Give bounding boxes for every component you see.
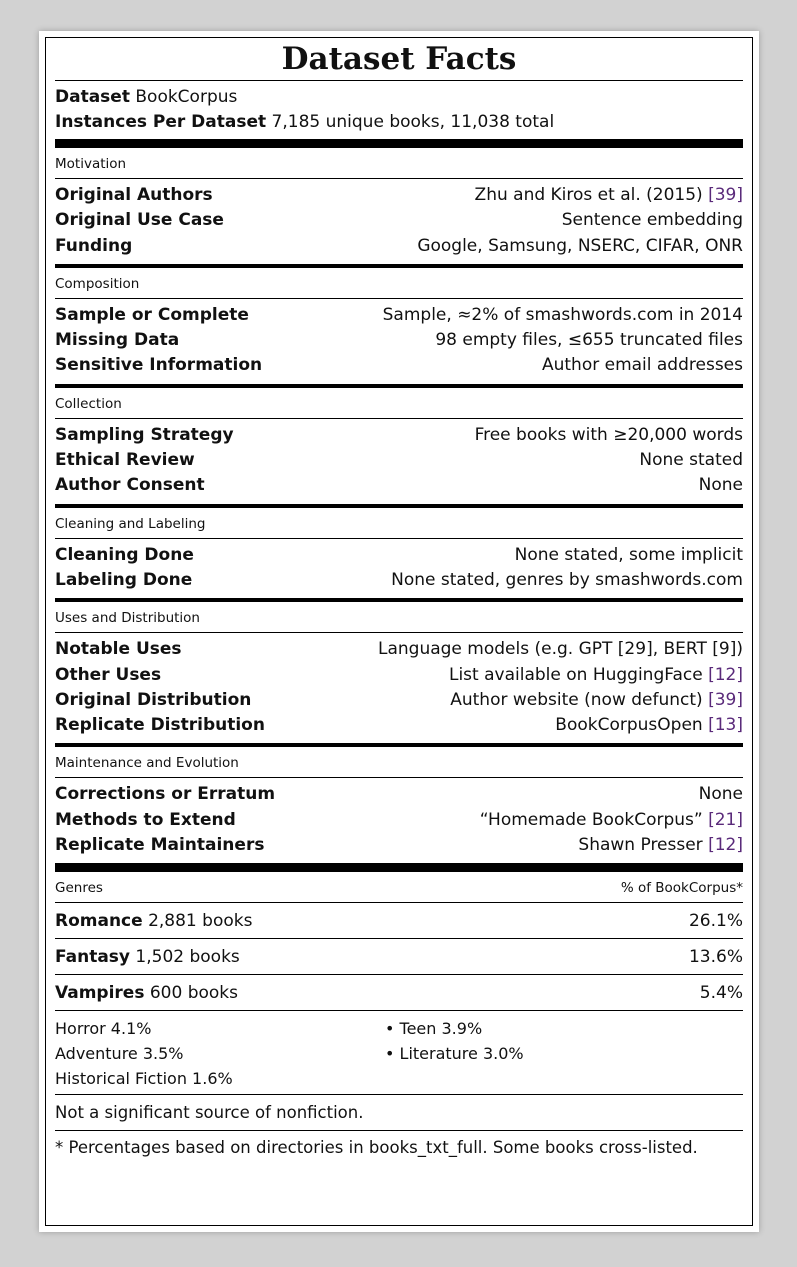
section-rows — [55, 419, 743, 504]
genre-name: Fantasy — [55, 947, 130, 968]
genres-header — [55, 872, 743, 902]
fact-value-wrap — [639, 448, 743, 473]
fact-value: None stated — [639, 450, 743, 471]
fact-value: Sentence embedding — [561, 210, 743, 231]
major-genres — [55, 902, 743, 1011]
fact-value-wrap — [699, 473, 743, 498]
citation-ref: [39] — [708, 185, 743, 205]
minor-genre-item: • Teen 3.9% — [385, 1019, 483, 1039]
fact-value-wrap — [450, 688, 743, 713]
fact-row — [55, 328, 743, 353]
fact-row — [55, 568, 743, 593]
fact-value-wrap — [435, 328, 743, 353]
genre-row — [55, 975, 743, 1011]
section-title: Maintenance and Evolution — [55, 755, 239, 772]
fact-row — [55, 234, 743, 259]
fact-row — [55, 713, 743, 738]
fact-row — [55, 353, 743, 378]
fact-value: List available on HuggingFace — [448, 664, 709, 685]
instances-line — [55, 110, 743, 135]
fact-key: Sensitive Information — [55, 355, 263, 376]
genres-section — [55, 872, 743, 1165]
fact-value-wrap — [391, 568, 743, 593]
fact-value: BookCorpusOpen — [555, 715, 709, 736]
fact-key: Author Consent — [55, 475, 205, 496]
section-rows — [55, 778, 743, 863]
dataset-facts-card — [39, 31, 759, 1232]
section-rows — [55, 539, 743, 599]
dataset-label: Dataset — [55, 87, 130, 107]
fact-key: Corrections or Erratum — [55, 784, 276, 805]
fact-key: Notable Uses — [55, 639, 182, 660]
fact-value-wrap — [562, 208, 743, 233]
section-rows — [55, 633, 743, 743]
sections-container — [55, 148, 743, 863]
genre-name: Vampires — [55, 983, 145, 1004]
fact-key: Original Use Case — [55, 210, 224, 231]
fact-row — [55, 637, 743, 662]
fact-value: None — [698, 784, 743, 805]
genre-count: 1,502 books — [135, 947, 240, 968]
genre-percent: 26.1% — [688, 911, 743, 932]
genres-percent-header: % of BookCorpus* — [620, 880, 743, 897]
fact-key: Ethical Review — [55, 450, 195, 471]
header-block — [55, 81, 743, 135]
section-title: Composition — [55, 275, 140, 292]
genre-percent: 13.6% — [688, 947, 743, 968]
minor-genre-item: Adventure 3.5% — [55, 1044, 184, 1064]
citation-ref: [39] — [708, 689, 743, 710]
section-title: Motivation — [55, 156, 127, 172]
minor-genre-item: • Literature 3.0% — [385, 1044, 524, 1064]
fact-value: Google, Samsung, NSERC, CIFAR, ONR — [417, 235, 743, 256]
fact-row — [55, 663, 743, 688]
fact-key: Sampling Strategy — [55, 424, 234, 445]
fact-value-wrap — [417, 234, 743, 259]
fact-value: Free books with ≥20,000 words — [474, 424, 743, 445]
fact-row — [55, 303, 743, 328]
citation-ref: [21] — [708, 809, 743, 830]
minor-genre-item: Horror 4.1% — [55, 1019, 152, 1039]
citation-ref: [12] — [708, 664, 743, 685]
dataset-value: BookCorpus — [135, 87, 238, 107]
fact-key: Replicate Distribution — [55, 715, 265, 736]
fact-value: Sample, ≈2% of smashwords.com in 2014 — [382, 304, 743, 325]
section-rows — [55, 299, 743, 384]
fact-value: Language models (e.g. GPT [29], BERT [9]) — [378, 639, 743, 660]
fact-row — [55, 183, 743, 208]
fact-value-wrap — [578, 833, 743, 858]
facts-frame — [45, 37, 753, 1226]
fact-value-wrap — [699, 782, 743, 807]
page-title: Dataset Facts — [55, 38, 743, 81]
fact-value: “Homemade BookCorpus” — [479, 809, 709, 830]
fact-value-wrap — [475, 423, 743, 448]
footnote: * Percentages based on directories in books_txt_full. Some books cross-listed. — [55, 1138, 698, 1158]
instances-label: Instances Per Dataset — [55, 112, 267, 132]
minor-genre-item: Historical Fiction 1.6% — [55, 1069, 233, 1089]
section-title: Cleaning and Labeling — [55, 515, 206, 532]
minor-genres — [55, 1011, 743, 1095]
fact-value-wrap — [480, 808, 743, 833]
header-divider — [55, 139, 743, 148]
section-rows — [55, 179, 743, 264]
fact-value: Shawn Presser — [578, 835, 709, 856]
genre-row — [55, 903, 743, 939]
genre-name: Romance — [55, 911, 143, 932]
fact-row — [55, 208, 743, 233]
genre-percent: 5.4% — [699, 983, 743, 1004]
fact-value: None stated, some implicit — [514, 544, 743, 565]
fact-value-wrap — [555, 713, 743, 738]
minor-genres-right — [385, 1016, 715, 1091]
fact-key: Original Distribution — [55, 689, 252, 710]
fact-row — [55, 473, 743, 498]
genres-divider — [55, 863, 743, 872]
fact-key: Sample or Complete — [55, 304, 249, 325]
section-title: Collection — [55, 395, 122, 412]
citation-ref: [12] — [708, 835, 743, 856]
fact-row — [55, 448, 743, 473]
genre-left — [55, 975, 238, 1010]
instances-value: 7,185 unique books, 11,038 total — [271, 112, 555, 132]
fact-row — [55, 833, 743, 858]
fact-value: Author email addresses — [541, 355, 743, 376]
fact-row — [55, 782, 743, 807]
fact-key: Funding — [55, 235, 133, 256]
fact-key: Original Authors — [55, 185, 213, 205]
dataset-line — [55, 85, 743, 110]
genre-count: 2,881 books — [148, 911, 253, 932]
fact-row — [55, 808, 743, 833]
fact-row — [55, 423, 743, 448]
fact-key: Other Uses — [55, 664, 162, 685]
nonfiction-note: Not a significant source of nonfiction. — [55, 1095, 743, 1131]
citation-ref: [13] — [708, 715, 743, 736]
fact-value: Author website (now defunct) — [450, 689, 709, 710]
genre-row — [55, 939, 743, 975]
fact-value: None stated, genres by smashwords.com — [391, 569, 743, 590]
fact-key: Missing Data — [55, 330, 180, 351]
fact-key: Replicate Maintainers — [55, 835, 265, 856]
genres-title: Genres — [55, 880, 103, 897]
fact-value-wrap — [378, 637, 743, 662]
section-title: Uses and Distribution — [55, 610, 200, 627]
fact-value: Zhu and Kiros et al. (2015) — [474, 185, 709, 205]
fact-value-wrap — [515, 543, 743, 568]
genre-left — [55, 903, 252, 938]
fact-value: None — [698, 475, 743, 496]
fact-row — [55, 543, 743, 568]
genre-left — [55, 939, 240, 974]
genre-count: 600 books — [149, 983, 239, 1004]
minor-genres-left — [55, 1016, 385, 1091]
fact-value-wrap — [383, 303, 743, 328]
fact-value-wrap — [449, 663, 743, 688]
fact-value-wrap — [542, 353, 743, 378]
fact-value: 98 empty files, ≤655 truncated files — [435, 330, 743, 351]
fact-key: Labeling Done — [55, 569, 193, 590]
fact-value-wrap — [475, 183, 743, 208]
fact-key: Cleaning Done — [55, 544, 194, 565]
fact-row — [55, 688, 743, 713]
fact-key: Methods to Extend — [55, 809, 236, 830]
